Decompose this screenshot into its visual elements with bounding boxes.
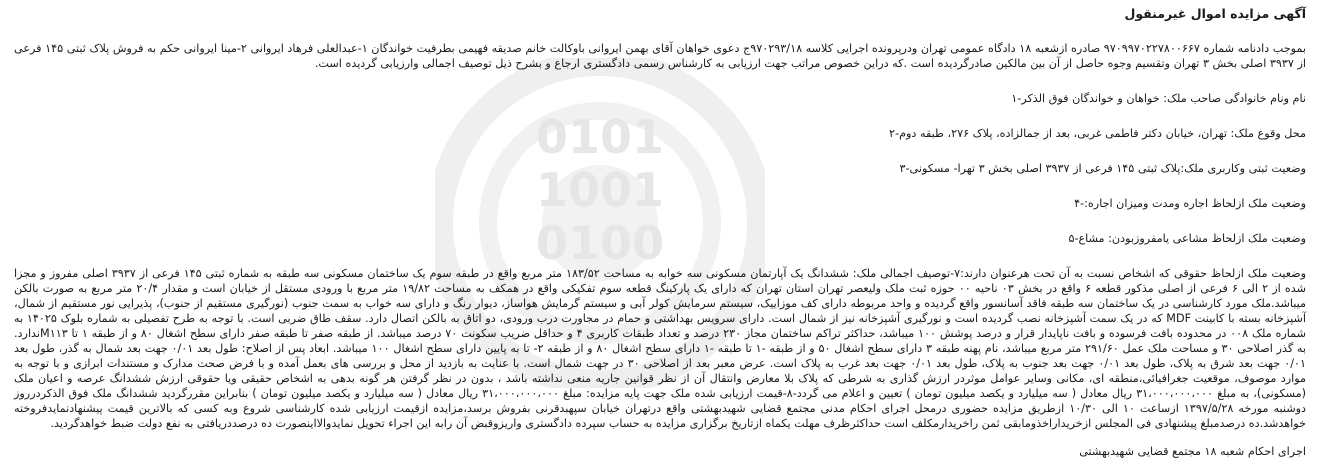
field-lease: وضعیت ملک ازلحاظ اجاره ومدت ومیزان اجاره:-۴ <box>1074 197 1306 210</box>
field-ownership: وضعیت ملک ازلحاظ مشاعی یامفروزبودن: مشاع-۵ <box>1068 232 1306 245</box>
field-location: محل وقوع ملک: تهران، خیابان دکتر فاطمی غربی، بعد از جمالزاده، پلاک ۲۷۶، طبقه دوم-۲ <box>889 127 1306 140</box>
document-content <box>14 6 1306 459</box>
document-title: آگهی مزایده اموال غیرمنقول <box>1124 6 1306 21</box>
svg-text:1001: 1001 <box>535 163 665 217</box>
field-owner: نام ونام خانوادگی صاحب ملک: خواهان و خواندگان فوق الذکر-۱ <box>1011 92 1306 105</box>
description-paragraph: وضعیت ملک ازلحاظ حقوقی که اشخاص نسبت به آن تحت هرعنوان دارند:۷-توصیف اجمالی ملک: ششدانگ یک آپارتمان مسکونی سه خوابه به مساحت ۱۸۳/۵۲ متر مربع واقع در طبقه سوم یک ساختمان مسکونی سه طبقه به شماره ثبتی ۱۴۵ فرعی از ۳۹۳۷ اصلی مفروز و مجزا شده از ۲ الی ۶ فرعی از اصلی مذکور قطعه ۶ واقع در بخش ۰۳ ناحیه ۰۰ حوزه ثبت ملک ولیعصر تهران استان تهران که دارای یک پارکینگ قطعه سوم تفکیکی واقع در همکف به مساحت ۱۹/۸۲ متر مربع با ورودی مستقل از خیابان است و مقدار ۲۰/۴ متر مربع به صورت بالکن میباشد.ملک مورد کارشناسی در یک ساختمان سه طبقه فاقد آسانسور واقع گردیده و واحد مربوطه دارای کف موزاییک، سیستم سرمایش کولر آبی و سیستم گرمایش هواساز، دیوار رنگ و دارای سه خواب به سمت جنوب (نورگیری مستقیم از جنوب)، پذیرایی نور مستقیم از شمال، آشپزخانه بسته با کابینت MDF که در یک سمت آشپزخانه نصب گردیده است و نورگیری آشپزخانه نیز از شمال است. دارای سرویس بهداشتی و حمام در مجاورت درب ورودی، دو اتاق به بالکن اتصال دارد. سقف طاق ضربی است. با توجه به طرح تفصیلی به شماره بلوک ۱۴۰۲۵ به شماره ملک ۰۰۸ در محدوده بافت فرسوده و بافت ناپایدار قرار و درصد پوشش ۱۰۰ میباشد، حداکثر تراکم ساختمان مجاز ۲۳۰ درصد و تعداد طبقات کاربری ۴ و حداقل ضریب سکونت ۷۰ درصد میباشد. از طبقه صفر تا طبقه صفر دارای سطح اشغال ۸۰ و از طبقه ۱ تا M۱۱۳ندارد. به گذر اصلاحی ۳۰ و مساحت ملک عمل ۲۹۱/۶۰ متر مربع میباشد، نام پهنه طبقه ۳ دارای سطح اشغال ۵۰ و از طبقه -۱ تا طبقه -۱ دارای سطح اشغال ۸۰ و از طبقه ۲- تا به پایین دارای سطح اشغال ۱۰۰ میباشد. ابعاد پس از اصلاح: طول بعد ۰/۰۱ جهت بعد شمال به گذر، طول بعد ۰/۰۱ جهت بعد شرق به پلاک، طول بعد ۰/۰۱ جهت بعد جنوب به پلاک، طول بعد ۰/۰۱ جهت بعد غرب به پلاک است. عرض معبر بعد از اصلاحی ۳۰ در جهت شمال است. با عنایت به بازدید از محل و بررسی های بعمل آمده و با فرض صحت مدارک و مستندات ابرازی و با توجه به موارد موصوف، موقعیت جغرافیائی،منطقه ای، مکانی وسایر عوامل موثردر ارزش گذاری به شرطی که پلاک بلا معارض وانتقال آن از نظر قوانین جاریه منعی نداشته باشد ، بدون در نظر گرفتن هر گونه بدهی به اشخاص حقیقی ویا حقوقی ارزش ششدانگ عرصه و اعیان ملک (مسکونی)، به مبلغ ۳۱،۰۰۰،۰۰۰،۰۰۰ ریال معادل ( سه میلیارد و یکصد میلیون تومان ) تعیین و اعلام می گردد-۸-قیمت ارزیابی شده ملک جهت پایه مزایده: مبلغ ۳۱،۰۰۰،۰۰۰،۰۰۰ ریال معادل ( سه میلیارد و یکصد میلیون تومان ) بنابراین مقررگردید ششدانگ ملک فوق الذکردرروز دوشنبه مورخه ۱۳۹۷/۵/۲۸ ازساعت ۱۰ الی ۱۰/۳۰ ازطریق مزایده حضوری درمحل اجرای احکام مدنی مجتمع قضایی شهیدبهشتی واقع درتهران خیابان سپهبدقرنی بفروش برسد،مزایده ازقیمت ارزیابی شده کارشناسی شروع وبه کسی که بالاترین قیمت پیشنهادنمایدفروخته خواهدشد.ده درصدمبلغ پیشنهادی فی المجلس ازخریداراخذومابقی ثمن راخریدارمکلف است حداکثرظرف مهلت یکماه ازتاریخ برگزاری مزایده به حساب سپرده دادگستری واریزوقبض آن رابه این اجراء تحویل نمایدوالااینصورت ده درصددریافتی به نفع دولت ضبط خواهدگردید. <box>14 267 1307 430</box>
field-registration: وضعیت ثبتی وکاربری ملک:پلاک ثبتی ۱۴۵ فرعی از ۳۹۳۷ اصلی بخش ۳ تهرا- مسکونی-۳ <box>899 162 1306 175</box>
svg-text:0100: 0100 <box>535 216 665 270</box>
issuer-footer: اجرای احکام شعبه ۱۸ مجتمع قضایی شهیدبهشتی <box>1079 445 1306 458</box>
svg-text:0101: 0101 <box>535 110 665 164</box>
intro-paragraph: بموجب دادنامه شماره ۹۷۰۹۹۷۰۲۲۷۸۰۰۶۶۷ صادره ازشعبه ۱۸ دادگاه عمومی تهران ودرپرونده اجرایی کلاسه ۹۷۰۲۹۳/۱۸ج دعوی خواهان آقای بهمن ایروانی باوکالت خانم صدیقه فهیمی بطرفیت خواندگان ۱-عبدالعلی فرهاد ایروانی ۲-مینا ایروانی حکم به فروش پلاک ثبتی ۱۴۵ فرعی از ۳۹۳۷ اصلی بخش ۳ تهران وتقسیم وجوه حاصل از آن بین مالکین صادرگردیده است .که دراین خصوص مراتب جهت ارزیابی به کارشناس رسمی دادگستری ارجاع و بشرح ذیل توصیف اجمالی وارزیابی گردیده است. <box>14 42 1307 70</box>
